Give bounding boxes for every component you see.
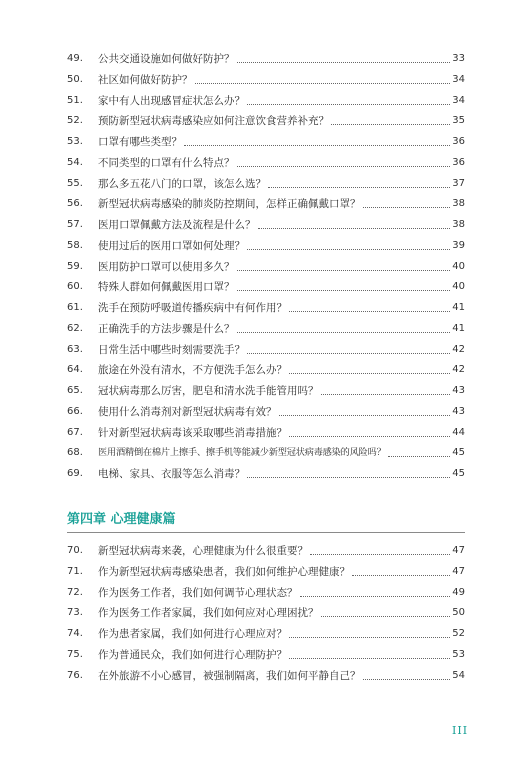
toc-entry-page: 42 [452, 343, 465, 355]
toc-entry[interactable] [67, 445, 465, 461]
toc-entry-title: 特殊人群如何佩戴医用口罩？ [98, 281, 235, 294]
toc-entry-number: 65. [67, 385, 83, 396]
section-divider [67, 532, 465, 533]
toc-entry-title: 冠状病毒那么厉害，肥皂和清水洗手能管用吗？ [98, 385, 319, 397]
toc-entry-page: 47 [452, 565, 465, 577]
toc-entry-page: 37 [452, 177, 465, 189]
dot-leader [289, 373, 450, 374]
toc-entry-page: 35 [452, 115, 465, 127]
toc-entry-number: 55. [67, 177, 83, 189]
dot-leader [247, 477, 450, 478]
toc-entry-number: 68. [67, 447, 83, 459]
toc-entry[interactable] [67, 362, 465, 378]
toc-entry-number: 61. [67, 302, 83, 313]
toc-entry-page: 36 [452, 156, 465, 168]
dot-leader [310, 554, 450, 555]
toc-entry-number: 66. [67, 405, 83, 417]
toc-entry-number: 60. [67, 281, 83, 293]
toc-entry[interactable] [67, 93, 465, 109]
toc-entry[interactable] [67, 605, 465, 621]
toc-entry-number: 74. [67, 628, 83, 639]
toc-entry-title: 医用口罩佩戴方法及流程是什么？ [98, 219, 256, 231]
dot-leader [289, 436, 450, 437]
toc-entry-number: 52. [67, 115, 83, 127]
dot-leader [321, 394, 451, 395]
toc-entry-page: 41 [452, 322, 465, 334]
toc-entry-title: 电梯、家具、衣服等怎么消毒？ [98, 468, 245, 480]
toc-entry-page: 54 [452, 669, 465, 681]
dot-leader [268, 187, 450, 188]
toc-entry[interactable] [67, 300, 465, 316]
toc-entry[interactable] [67, 51, 465, 67]
toc-entry-title: 医用酒精倒在棉片上擦手、擦手机等能减少新型冠状病毒感染的风险吗？ [98, 447, 386, 459]
dot-leader [363, 679, 451, 680]
dot-leader [237, 62, 451, 63]
toc-entry[interactable] [67, 404, 465, 420]
toc-entry-title: 公共交通设施如何做好防护？ [98, 53, 235, 65]
toc-entry[interactable] [67, 321, 465, 337]
dot-leader [388, 456, 451, 457]
dot-leader [331, 124, 450, 125]
dot-leader [184, 145, 450, 146]
dot-leader [300, 596, 451, 597]
toc-entry-title: 使用过后的医用口罩如何处理？ [98, 239, 245, 252]
toc-entry-title: 作为患者家属，我们如何进行心理应对？ [98, 628, 287, 640]
toc-entry-number: 72. [67, 586, 83, 598]
dot-leader [237, 270, 451, 271]
dot-leader [289, 637, 450, 638]
toc-entry-number: 58. [67, 239, 83, 251]
toc-entry-title: 使用什么消毒剂对新型冠状病毒有效？ [98, 405, 277, 418]
toc-entry-number: 73. [67, 607, 83, 619]
toc-entry-page: 50 [452, 607, 465, 619]
toc-entry-number: 50. [67, 73, 83, 85]
toc-entry-page: 40 [452, 281, 465, 293]
dot-leader [279, 415, 451, 416]
toc-entry[interactable] [67, 668, 465, 684]
toc-entry[interactable] [67, 585, 465, 601]
toc-entry[interactable] [67, 466, 465, 482]
toc-entry-number: 71. [67, 565, 83, 577]
toc-entry-page: 52 [452, 628, 465, 639]
toc-entry-title: 旅途在外没有清水，不方便洗手怎么办？ [98, 364, 287, 377]
toc-entry-title: 不同类型的口罩有什么特点？ [98, 156, 235, 169]
dot-leader [247, 353, 450, 354]
toc-entry-page: 45 [452, 468, 465, 479]
toc-entry-number: 67. [67, 426, 83, 438]
dot-leader [247, 104, 450, 105]
toc-entry-page: 38 [452, 219, 465, 230]
toc-entry-title: 作为普通民众，我们如何进行心理防护？ [98, 648, 287, 661]
dot-leader [237, 332, 451, 333]
toc-entry-number: 63. [67, 343, 83, 355]
toc-entry-title: 作为医务工作者家属，我们如何应对心理困扰？ [98, 607, 319, 620]
dot-leader [237, 290, 451, 291]
toc-entry-number: 64. [67, 364, 83, 376]
toc-entry-title: 洗手在预防呼吸道传播疾病中有何作用？ [98, 302, 287, 314]
toc-entry-page: 43 [452, 385, 465, 396]
toc-entry-page: 38 [452, 198, 465, 210]
dot-leader [352, 575, 450, 576]
toc-entry[interactable] [67, 155, 465, 171]
toc-entry-number: 57. [67, 219, 83, 230]
toc-entry-number: 62. [67, 322, 83, 334]
toc-entry-page: 45 [452, 447, 465, 459]
toc-entry[interactable] [67, 342, 465, 358]
toc-entry[interactable] [67, 217, 465, 233]
toc-entry-page: 49 [452, 586, 465, 598]
toc-entry-title: 正确洗手的方法步骤是什么？ [98, 322, 235, 335]
toc-entry-title: 口罩有哪些类型？ [98, 136, 182, 148]
dot-leader [289, 658, 450, 659]
toc-entry-number: 76. [67, 669, 83, 681]
dot-leader [237, 166, 451, 167]
toc-entry[interactable] [67, 383, 465, 399]
toc-entry-number: 59. [67, 260, 83, 272]
toc-entry[interactable] [67, 564, 465, 580]
toc-entry-title: 在外旅游不小心感冒，被强制隔离，我们如何平静自己？ [98, 669, 361, 682]
toc-entry-title: 那么多五花八门的口罩，该怎么选？ [98, 177, 266, 190]
toc-entry-number: 49. [67, 53, 83, 64]
toc-entry-number: 53. [67, 136, 83, 147]
dot-leader [321, 616, 451, 617]
toc-entry[interactable] [67, 626, 465, 642]
toc-entry[interactable] [67, 279, 465, 295]
toc-entry[interactable] [67, 113, 465, 129]
toc-entry-title: 社区如何做好防护？ [98, 73, 193, 86]
toc-entry-page: 43 [452, 405, 465, 417]
toc-entry-page: 39 [452, 239, 465, 251]
dot-leader [247, 249, 450, 250]
toc-entry-number: 51. [67, 94, 83, 106]
toc-entry[interactable] [67, 543, 465, 559]
toc-entry-page: 41 [452, 302, 465, 313]
toc-entry-page: 40 [452, 260, 465, 272]
toc-entry-title: 作为医务工作者，我们如何调节心理状态？ [98, 586, 298, 599]
dot-leader [363, 207, 451, 208]
toc-entry-page: 47 [452, 545, 465, 556]
toc-entry-page: 34 [452, 94, 465, 106]
toc-entry-page: 44 [452, 426, 465, 438]
dot-leader [258, 228, 451, 229]
toc-entry-page: 42 [452, 364, 465, 376]
toc-entry-title: 新型冠状病毒感染的肺炎防控期间，怎样正确佩戴口罩？ [98, 198, 361, 211]
toc-entry-page: 34 [452, 73, 465, 85]
toc-entry-page: 36 [452, 136, 465, 147]
toc-entry[interactable] [67, 647, 465, 663]
toc-entry[interactable] [67, 196, 465, 212]
section-heading: 第四章 心理健康篇 [67, 512, 176, 527]
toc-entry[interactable] [67, 238, 465, 254]
toc-entry-title: 新型冠状病毒来袭，心理健康为什么很重要？ [98, 545, 308, 557]
toc-entry-page: 53 [452, 648, 465, 660]
toc-entry-title: 预防新型冠状病毒感染应如何注意饮食营养补充？ [98, 115, 329, 128]
toc-entry-number: 70. [67, 545, 83, 556]
toc-entry-title: 针对新型冠状病毒该采取哪些消毒措施？ [98, 426, 287, 439]
dot-leader [195, 83, 451, 84]
toc-entry[interactable] [67, 176, 465, 192]
toc-entry-number: 69. [67, 468, 83, 479]
dot-leader [289, 311, 450, 312]
toc-entry-title: 家中有人出现感冒症状怎么办？ [98, 94, 245, 107]
toc-entry-title: 日常生活中哪些时刻需要洗手？ [98, 343, 245, 356]
page-number: III [452, 724, 469, 737]
toc-entry-number: 56. [67, 198, 83, 210]
toc-entry-number: 75. [67, 648, 83, 660]
toc-entry-title: 作为新型冠状病毒感染患者，我们如何维护心理健康？ [98, 565, 350, 578]
toc-entry[interactable] [67, 134, 465, 150]
toc-entry-page: 33 [452, 53, 465, 64]
toc-entry[interactable] [67, 72, 465, 88]
toc-entry[interactable] [67, 259, 465, 275]
toc-entry-title: 医用防护口罩可以使用多久？ [98, 260, 235, 273]
toc-entry-number: 54. [67, 156, 83, 168]
toc-entry[interactable] [67, 425, 465, 441]
